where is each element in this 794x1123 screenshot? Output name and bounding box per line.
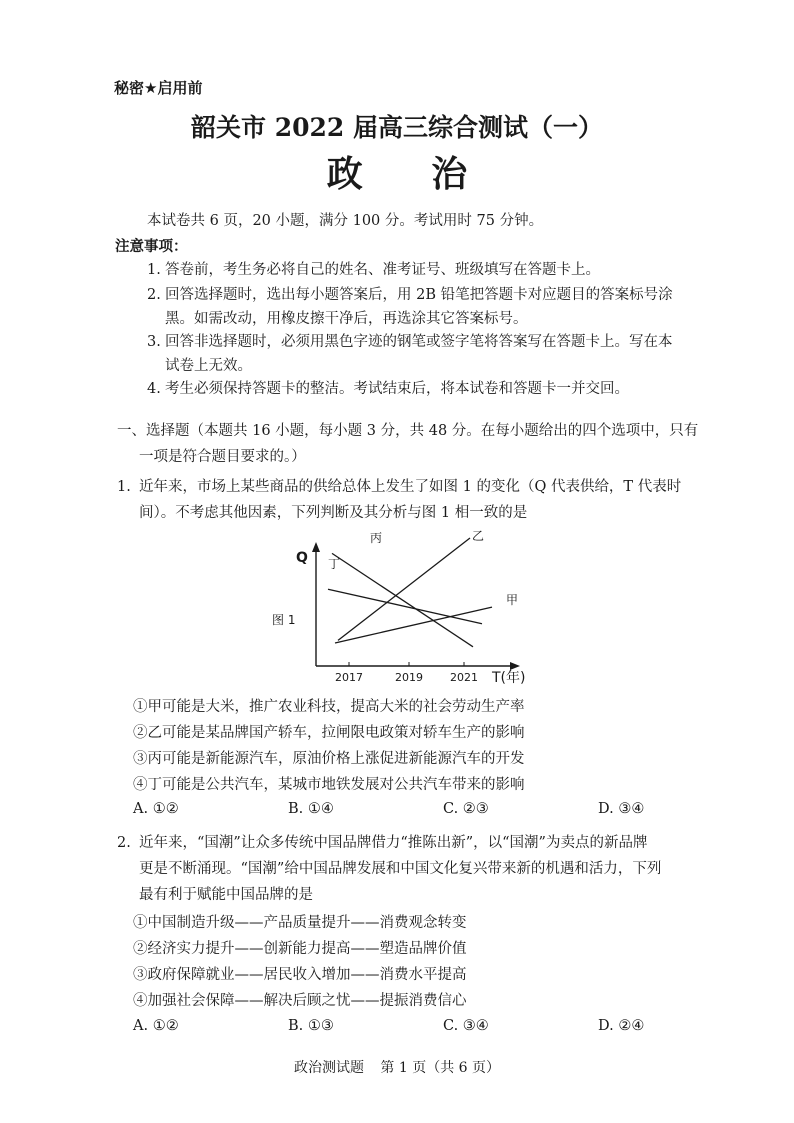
series-label-甲: 甲 [506, 593, 519, 607]
statement: ③政府保障就业——居民收入增加——消费水平提高 [133, 967, 467, 983]
notice-item [147, 377, 762, 401]
confidential-mark: 秘密★启用前 [114, 79, 203, 97]
choice-a[interactable]: A. ①② [133, 801, 179, 817]
notice-item-number: 3. [147, 334, 161, 350]
exam-intro: 本试卷共 6 页，20 小题，满分 100 分。考试用时 75 分钟。 [147, 213, 544, 229]
notice-item-number: 1. [147, 262, 161, 278]
statement: ③丙可能是新能源汽车，原油价格上涨促进新能源汽车的开发 [133, 751, 525, 767]
choice-b[interactable]: B. ①③ [288, 1018, 334, 1034]
question-stem: 近年来，市场上某些商品的供给总体上发生了如图 1 的变化（Q 代表供给，T 代表时 [139, 479, 682, 495]
series-label-丁: 丁 [328, 557, 341, 571]
section-heading-line: 一、选择题（本题共 16 小题，每小题 3 分，共 48 分。在每小题给出的四个选项中，只有 [117, 423, 699, 439]
notice-item-text: 答卷前，考生务必将自己的姓名、准考证号、班级填写在答题卡上。 [165, 262, 600, 278]
series-label-丙: 丙 [370, 531, 383, 545]
chart-title: 图 1 [272, 613, 296, 627]
notice-item-text: 考生必须保持答题卡的整洁。考试结束后，将本试卷和答题卡一并交回。 [165, 381, 629, 397]
notice-item-continuation: 黑。如需改动，用橡皮擦干净后，再选涂其它答案标号。 [165, 311, 528, 327]
question-number: 2. [117, 835, 131, 851]
footer-page-number: 第 1 页（共 6 页） [380, 1060, 501, 1076]
statement: ②经济实力提升——创新能力提高——塑造品牌价值 [133, 941, 467, 957]
question-2 [117, 830, 767, 908]
y-axis-label: Q [296, 550, 308, 566]
question-stem-continuation: 间）。不考虑其他因素，下列判断及其分析与图 1 相一致的是 [139, 505, 528, 521]
question-number: 1. [117, 479, 131, 495]
question-stem: 近年来，“国潮”让众多传统中国品牌借力“推陈出新”，以“国潮”为卖点的新品牌 [139, 835, 648, 851]
x-axis-arrow [510, 662, 520, 670]
statement: ②乙可能是某品牌国产轿车，拉闸限电政策对轿车生产的影响 [133, 725, 525, 741]
footer-subject: 政治测试题 [293, 1060, 364, 1076]
section-heading-continuation: 一项是符合题目要求的。） [139, 449, 306, 465]
exam-title: 韶关市 2022 届高三综合测试（一） [191, 113, 603, 142]
choice-c[interactable]: C. ③④ [443, 1018, 489, 1034]
series-line-丙 [332, 553, 473, 646]
x-axis-label: T(年) [492, 670, 526, 686]
notice-item-continuation: 试卷上无效。 [165, 358, 252, 374]
series-line-乙 [338, 538, 470, 640]
choice-a[interactable]: A. ①② [133, 1018, 179, 1034]
statement: ④加强社会保障——解决后顾之忧——提振消费信心 [133, 993, 467, 1009]
x-tick-label: 2019 [395, 671, 423, 684]
subject-title: 政 治 [326, 153, 496, 195]
question-stem-continuation: 更是不断涌现。“国潮”给中国品牌发展和中国文化复兴带来新的机遇和活力，下列 [139, 861, 662, 877]
notice-heading: 注意事项： [115, 239, 188, 255]
page-footer [0, 1057, 794, 1077]
notice-item [147, 283, 762, 331]
statement: ④丁可能是公共汽车，某城市地铁发展对公共汽车带来的影响 [133, 777, 525, 793]
series-label-乙: 乙 [472, 529, 485, 543]
notice-item-text: 回答选择题时，选出每小题答案后，用 2B 铅笔把答题卡对应题目的答案标号涂 [165, 287, 673, 303]
figure-1-chart [260, 524, 540, 689]
notice-item-number: 4. [147, 381, 161, 397]
question-stem-continuation: 最有利于赋能中国品牌的是 [139, 887, 313, 903]
x-tick-label: 2021 [450, 671, 478, 684]
choice-d[interactable]: D. ③④ [598, 801, 645, 817]
choice-b[interactable]: B. ①④ [288, 801, 334, 817]
question-1 [117, 474, 767, 526]
choice-c[interactable]: C. ②③ [443, 801, 489, 817]
notice-item-text: 回答非选择题时，必须用黑色字迹的钢笔或签字笔将答案写在答题卡上。写在本 [165, 334, 673, 350]
notice-item [147, 330, 762, 378]
series-line-丁 [328, 589, 482, 624]
choice-d[interactable]: D. ②④ [598, 1018, 645, 1034]
x-tick-label: 2017 [335, 671, 363, 684]
section-heading [117, 418, 767, 470]
y-axis-arrow [312, 542, 320, 552]
notice-item-number: 2. [147, 287, 161, 303]
statement: ①甲可能是大米，推广农业科技，提高大米的社会劳动生产率 [133, 699, 525, 715]
notice-item [147, 258, 762, 282]
statement: ①中国制造升级——产品质量提升——消费观念转变 [133, 915, 467, 931]
